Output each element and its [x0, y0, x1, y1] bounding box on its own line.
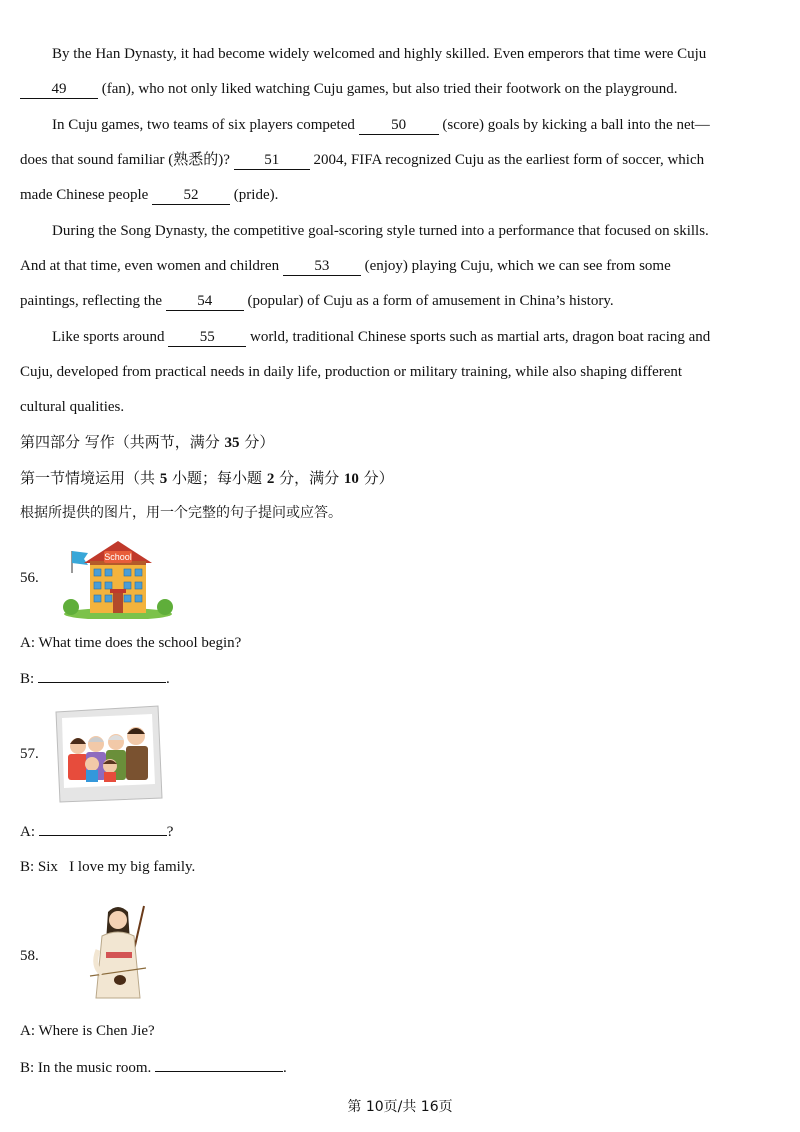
passage-line — [52, 221, 709, 241]
blank-49[interactable]: 49 — [20, 81, 98, 99]
passage-line — [20, 291, 614, 311]
school-sign: School — [104, 552, 132, 562]
passage-line — [20, 185, 278, 205]
passage-text: During the Song Dynasty, the competitive goal-scoring style turned into a performance that focused on skills. — [52, 223, 709, 239]
passage-text: world, traditional Chinese sports such as martial arts, dragon boat racing and — [249, 329, 711, 345]
blank-51[interactable]: 51 — [234, 152, 310, 170]
family-photo-icon — [52, 704, 164, 804]
school-building-icon — [62, 537, 174, 619]
passage-line — [52, 44, 706, 64]
passage-line — [20, 397, 124, 417]
blank-50[interactable]: 50 — [359, 117, 439, 135]
q57-question: A: ? — [20, 821, 173, 842]
passage-line — [20, 256, 671, 276]
section1-heading: 第一节情境运用（共 5 小题；每小题 2 分，满分 10 分） — [20, 469, 394, 487]
q56-question: A: What time does the school begin? — [20, 635, 242, 651]
passage-text: (score) goals by kicking a ball into the net— — [442, 117, 710, 133]
passage-text: paintings, reflecting the — [20, 293, 163, 309]
passage-line — [20, 79, 677, 99]
answer-blank[interactable] — [38, 668, 166, 683]
blank-52[interactable]: 52 — [152, 187, 230, 205]
erhu-player-icon — [84, 902, 154, 1002]
passage-text: cultural qualities. — [20, 399, 125, 415]
blank-55[interactable]: 55 — [168, 329, 246, 347]
question-number: 57. — [20, 746, 39, 762]
part4-heading: 第四部分 写作（共两节，满分 35 分） — [20, 433, 275, 451]
passage-text: (pride). — [233, 187, 279, 203]
question-number: 56. — [20, 570, 39, 586]
passage-line — [52, 327, 710, 347]
blank-53[interactable]: 53 — [283, 258, 361, 276]
blank-54[interactable]: 54 — [166, 293, 244, 311]
q57-answer: B: Six I love my big family. — [20, 859, 196, 875]
passage-text: In Cuju games, two teams of six players competed — [52, 117, 355, 133]
passage-line — [20, 362, 682, 382]
question-number: 58. — [20, 948, 39, 964]
q56-answer: B: . — [20, 668, 170, 689]
instruction-text: 根据所提供的图片，用一个完整的句子提问或应答。 — [20, 505, 342, 521]
passage-text: Like sports around — [52, 329, 165, 345]
q58-question: A: Where is Chen Jie? — [20, 1023, 155, 1039]
passage-text: (fan), who not only liked watching Cuju games, but also tried their footwork on the playground. — [101, 81, 678, 97]
passage-line — [52, 115, 710, 135]
passage-text: (enjoy) playing Cuju, which we can see from some — [364, 258, 671, 274]
passage-line — [20, 150, 704, 170]
answer-blank[interactable] — [39, 821, 167, 836]
page-footer: 第 10页/共 16页 — [347, 1099, 453, 1115]
passage-text: (popular) of Cuju as a form of amusement in China’s history. — [247, 293, 614, 309]
answer-blank[interactable] — [155, 1057, 283, 1072]
passage-text: And at that time, even women and children — [20, 258, 280, 274]
passage-text: Cuju, developed from practical needs in daily life, production or military training, while also shaping different — [20, 364, 683, 380]
q58-answer: B: In the music room. . — [20, 1057, 287, 1078]
passage-text: 2004, FIFA recognized Cuju as the earliest form of soccer, which — [313, 152, 705, 168]
passage-text: does that sound familiar (熟悉的)? — [20, 152, 230, 168]
passage-text: By the Han Dynasty, it had become widely welcomed and highly skilled. Even emperors that time were Cuju — [52, 46, 707, 62]
passage-text: made Chinese people — [20, 187, 149, 203]
